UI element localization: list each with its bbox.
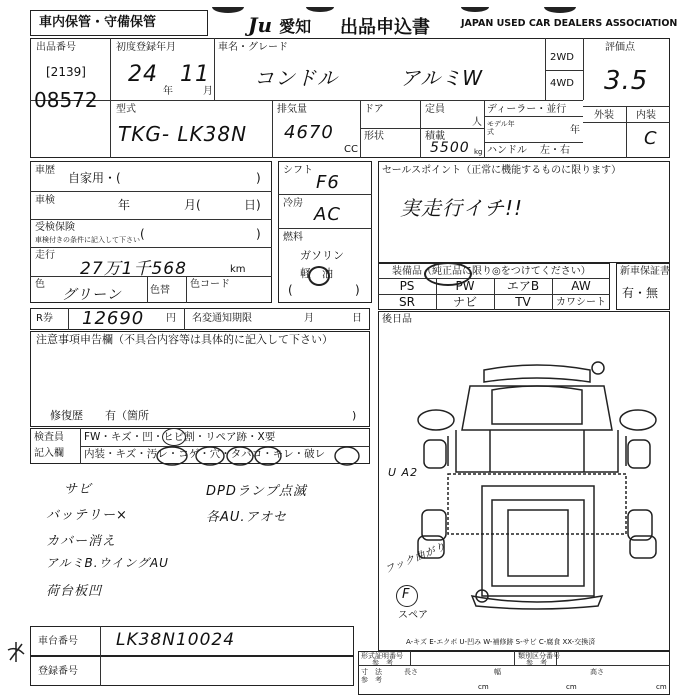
dealer-label: ディーラー・並行: [487, 104, 567, 115]
displacement-value: 4670: [284, 122, 334, 143]
repair-close: ): [352, 409, 357, 422]
note-cover: カバー消え: [46, 534, 117, 549]
note-dpd: DPDランプ点滅: [206, 484, 307, 499]
score-label: 評価点: [605, 42, 635, 53]
inspection-label: 車検: [35, 195, 55, 206]
fuel-open: (: [288, 283, 293, 297]
diagram-code-right: U A2: [388, 466, 419, 479]
dim-ref: 参 考: [361, 676, 382, 684]
name-label: 車名・グレード: [218, 42, 288, 53]
width-label: 幅: [494, 668, 501, 676]
height-unit: cm: [656, 683, 667, 691]
fw-row: FW・キズ・凹・ヒビ割・リペア跡・X要: [84, 431, 276, 443]
mileage-unit: km: [230, 264, 246, 275]
inspection-day-unit: 日): [244, 198, 261, 212]
load-value: 5500: [430, 140, 470, 156]
notice-month: 月: [304, 313, 314, 324]
diagram-code-hook: フック曲がり: [383, 541, 449, 576]
spare-letter: F: [402, 587, 411, 602]
year-unit-label: 年: [163, 86, 173, 97]
assoc-name: JAPAN USED CAR DEALERS ASSOCIATION: [461, 18, 678, 29]
score-value: 3.5: [604, 66, 649, 96]
notice-label: 名変通知期限: [192, 313, 252, 324]
equip-airbag: エアB: [506, 279, 540, 293]
exterior-label: 外装: [594, 110, 614, 121]
mileage-label: 走行: [35, 250, 55, 261]
color-change-label: 色替: [150, 285, 170, 296]
color-label: 色: [35, 279, 45, 290]
notice-day: 日: [352, 313, 362, 324]
equip-navi: ナビ: [452, 295, 477, 309]
grade: アルミW: [400, 66, 483, 90]
mileage-value: 27万1千568: [80, 259, 187, 279]
dim-label: 寸 法: [361, 668, 382, 676]
shift-value: F6: [316, 172, 340, 193]
new-car-warranty-label: 新車保証書: [620, 266, 670, 277]
displacement-label: 排気量: [277, 104, 307, 115]
sales-point-value: 実走行イチ!!: [400, 196, 524, 220]
note-bed: 荷台板凹: [46, 584, 103, 599]
inspection-month-unit: 月(: [184, 198, 201, 212]
note-battery: バッテリー×: [46, 508, 128, 523]
note-rust: サビ: [64, 482, 93, 497]
truck-diagram-svg: [412, 360, 662, 610]
warranty-sub: 車検付きの条件に記入して下さい: [35, 236, 140, 244]
class-label: 類別区分番号: [518, 652, 560, 660]
color-code-label: 色コード: [190, 279, 230, 290]
reg-year-value: 24: [128, 62, 158, 87]
width-unit: cm: [566, 683, 577, 691]
equip-sr: SR: [399, 295, 415, 309]
handwritten-mark: [4, 640, 28, 664]
r-value: 12690: [82, 308, 145, 329]
warranty-label: 受検保険: [35, 222, 75, 233]
note-each-au: 各AU.アオセ: [206, 510, 288, 525]
equipment-circle: [424, 262, 472, 286]
reg-month-value: 11: [180, 62, 210, 87]
logo-mark: Ju: [248, 13, 273, 37]
vehicle-history-value: 自家用・(: [68, 171, 121, 185]
damage-legend: A-キズ E-エクボ U-凹み W-補修跡 S-サビ C-腐食 XX-交換済: [406, 638, 596, 646]
capacity-label: 定員: [425, 104, 445, 115]
drive-4wd: 4WD: [550, 78, 574, 89]
warranty-open: (: [140, 227, 145, 241]
equip-leather: カワシート: [556, 297, 606, 308]
registration-label: 登録番号: [38, 666, 78, 677]
chassis-label: 車台番号: [38, 636, 78, 647]
lot-number: 08572: [34, 88, 98, 112]
handle-label: ハンドル: [487, 145, 527, 156]
equip-ps: PS: [399, 279, 415, 293]
r-label: R券: [36, 313, 53, 324]
interior-circles: [150, 445, 360, 467]
color-value: グリーン: [62, 287, 122, 303]
fw-circle: [162, 428, 186, 446]
model-year-label: モデル年式: [487, 120, 515, 136]
drive-2wd: 2WD: [550, 52, 574, 63]
load-label: 積載: [425, 131, 445, 142]
length-label: 長さ: [404, 668, 418, 676]
truck-diagram: [412, 360, 662, 610]
reg-year-label: 初度登録年月: [116, 42, 176, 53]
equip-tv: TV: [515, 295, 531, 309]
model-label: 型式: [116, 104, 136, 115]
rear-label: 後日品: [382, 314, 412, 325]
note-wing: アルミB.ウイングAU: [46, 556, 169, 570]
fuel-close: ): [355, 283, 360, 297]
equip-pw: PW: [455, 279, 475, 293]
logo: [248, 13, 311, 37]
handwritten-mark-svg: [4, 640, 28, 664]
vehicle-history-close: ): [256, 171, 261, 185]
bottom-edge: [0, 694, 700, 700]
model-year-unit: 年: [570, 125, 580, 136]
storage-label: 車内保管・守備保管: [39, 15, 157, 30]
fuel-value: ガソリン 軽 油: [300, 249, 344, 280]
capacity-unit: 人: [472, 117, 482, 128]
handle-options: 左・右: [540, 145, 570, 156]
yen-unit: 円: [166, 313, 176, 324]
entry-label: 記入欄: [34, 448, 64, 459]
class-ref: 参 考: [526, 659, 547, 667]
fuel-label: 燃料: [283, 232, 303, 243]
interior-circles-svg: [150, 445, 360, 467]
vehicle-history-label: 車歴: [35, 165, 55, 176]
spare-label: スペア: [398, 610, 428, 621]
equipment-label: 装備品（純正品に限り◎をつけてください）: [392, 266, 591, 277]
lot-label: 出品番号: [36, 42, 76, 53]
inspection-year-unit: 年: [118, 198, 131, 212]
warranty-close: ): [256, 227, 261, 241]
height-label: 高さ: [590, 668, 604, 676]
interior-row: 内装・キズ・汚レ・コゲ・穴・タバコ・キレ・破レ: [84, 448, 326, 460]
org-name: 愛知: [279, 17, 312, 36]
car-name: コンドル: [254, 66, 338, 90]
door-label: ドア: [364, 104, 384, 115]
chassis-value: LK38N10024: [116, 630, 236, 650]
inspector-label: 検査員: [34, 432, 64, 443]
model-value: TKG- LK38N: [118, 122, 248, 146]
shape-label: 形状: [364, 131, 384, 142]
new-car-warranty-options: 有・無: [622, 286, 659, 300]
cc-unit: CC: [344, 144, 358, 155]
form-title: 出品申込書: [340, 17, 430, 38]
fuel-circle: [308, 266, 330, 286]
interior-label: 内装: [636, 110, 656, 121]
spec-ref: 参 考: [372, 659, 393, 667]
month-unit-label: 月: [203, 86, 213, 97]
interior-value: C: [644, 128, 658, 149]
ac-label: 冷房: [283, 198, 303, 209]
registration-box: [30, 656, 354, 686]
sales-point-label: セールスポイント（正常に機能するものに限ります）: [382, 165, 622, 176]
load-unit: kg: [474, 148, 483, 156]
equip-aw: AW: [571, 279, 591, 293]
repair-label: 修復歴 有（箇所: [50, 409, 149, 422]
ac-value: AC: [314, 204, 341, 225]
caution-label: 注意事項申告欄（不具合内容等は具体的に記入して下さい）: [36, 333, 333, 346]
top-edge-marks: [0, 0, 700, 8]
lot-sub: [2139]: [46, 65, 86, 79]
storage-box: [30, 10, 208, 36]
shift-label: シフト: [283, 165, 313, 176]
length-unit: cm: [478, 683, 489, 691]
spec-label: 形式証明番号: [361, 652, 403, 660]
